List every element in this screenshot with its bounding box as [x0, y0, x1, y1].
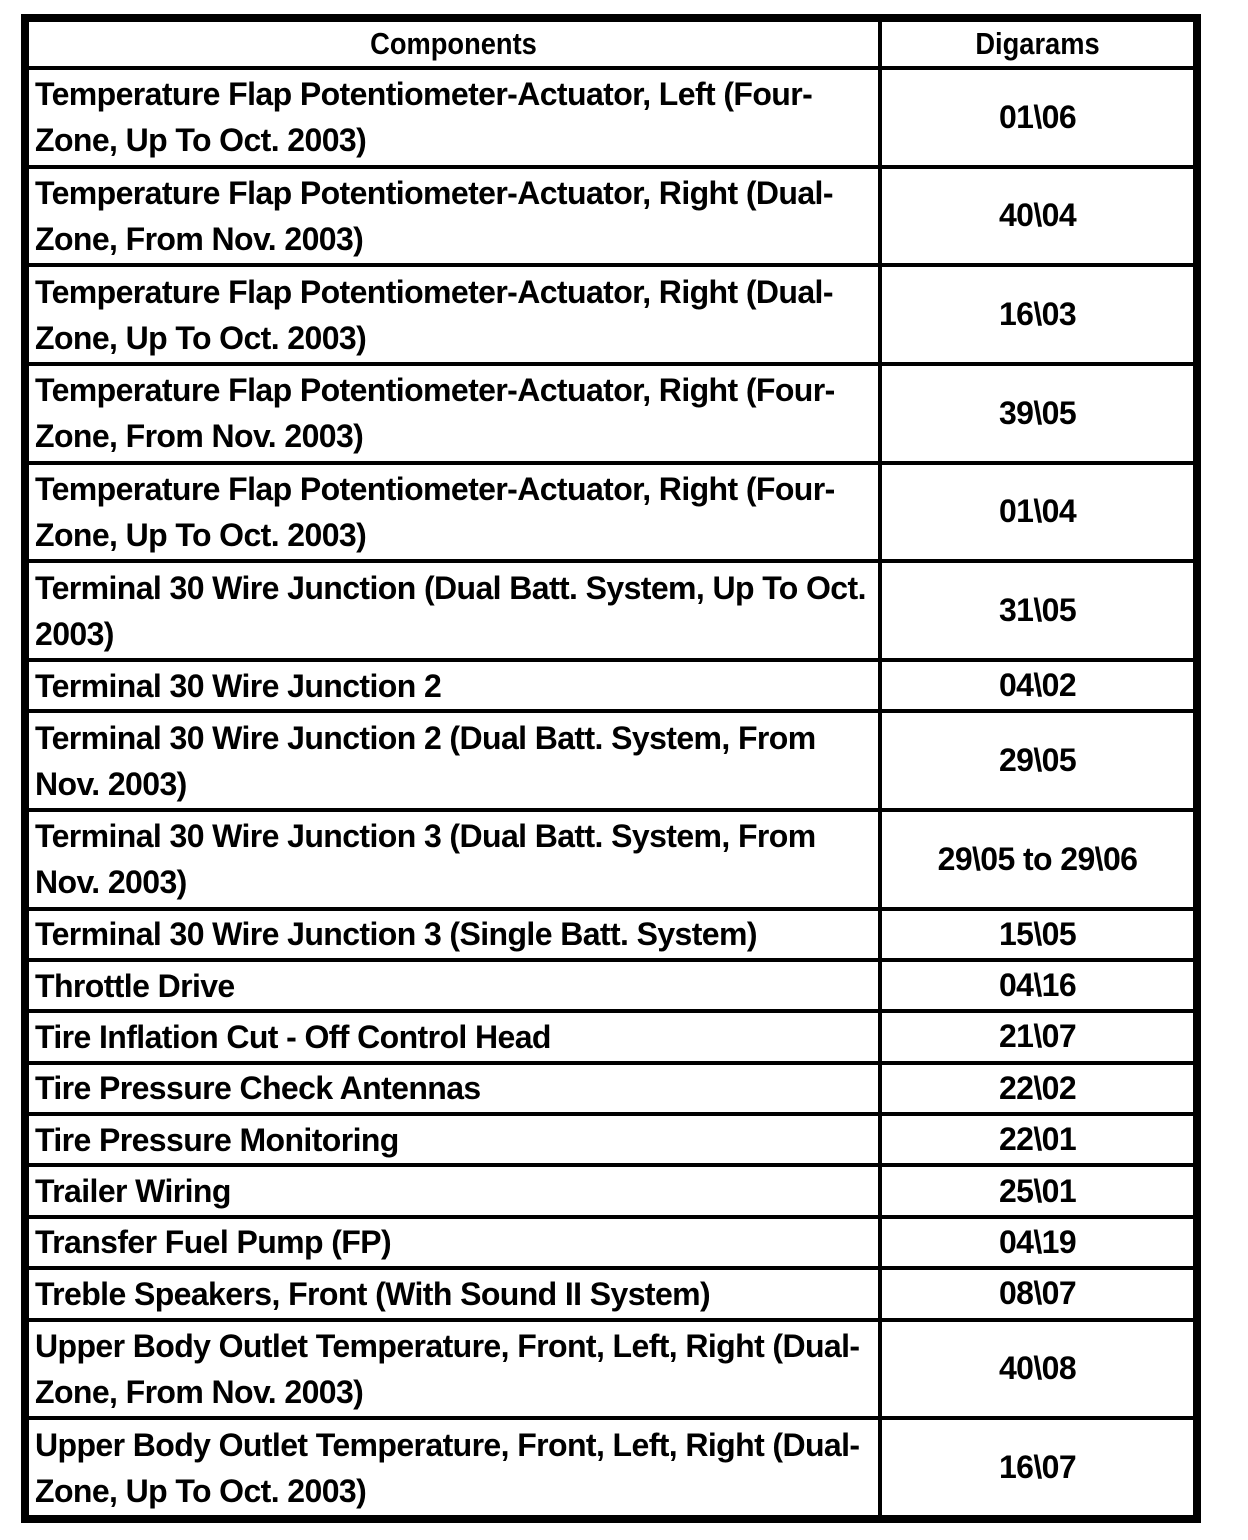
component-cell: Temperature Flap Potentiometer-Actuator, Right (Four-Zone, Up To Oct. 2003)	[27, 463, 880, 562]
component-cell: Terminal 30 Wire Junction 3 (Dual Batt. System, From Nov. 2003)	[27, 810, 880, 909]
diagram-cell: 25\01	[880, 1165, 1195, 1216]
table-row	[27, 711, 1195, 810]
header-components: Components	[78, 20, 829, 68]
diagram-cell: 21\07	[880, 1011, 1195, 1062]
component-cell: Temperature Flap Potentiometer-Actuator, Left (Four-Zone, Up To Oct. 2003)	[27, 68, 880, 167]
component-cell: Terminal 30 Wire Junction 2	[27, 660, 880, 711]
table-row	[27, 561, 1195, 660]
table-row	[27, 960, 1195, 1011]
component-cell: Tire Pressure Monitoring	[27, 1114, 880, 1165]
component-cell: Temperature Flap Potentiometer-Actuator, Right (Dual-Zone, Up To Oct. 2003)	[27, 265, 880, 364]
diagram-cell: 16\07	[880, 1418, 1195, 1517]
component-cell: Treble Speakers, Front (With Sound II System)	[27, 1268, 880, 1319]
component-cell: Terminal 30 Wire Junction (Dual Batt. System, Up To Oct. 2003)	[27, 561, 880, 660]
component-cell: Tire Pressure Check Antennas	[27, 1063, 880, 1114]
table-body	[27, 68, 1195, 1517]
component-cell: Tire Inflation Cut - Off Control Head	[27, 1011, 880, 1062]
table-row	[27, 1217, 1195, 1268]
table-row	[27, 167, 1195, 266]
component-cell: Temperature Flap Potentiometer-Actuator, Right (Dual-Zone, From Nov. 2003)	[27, 167, 880, 266]
table-row	[27, 1063, 1195, 1114]
table-row	[27, 1165, 1195, 1216]
diagram-cell: 15\05	[880, 909, 1195, 960]
table-row	[27, 1320, 1195, 1419]
table-row	[27, 265, 1195, 364]
component-cell: Upper Body Outlet Temperature, Front, Left, Right (Dual-Zone, Up To Oct. 2003)	[27, 1418, 880, 1517]
table-row	[27, 1114, 1195, 1165]
diagram-cell: 29\05 to 29\06	[880, 810, 1195, 909]
table-row	[27, 463, 1195, 562]
components-table	[25, 18, 1197, 1519]
table-row	[27, 1268, 1195, 1319]
table-row	[27, 909, 1195, 960]
table-row	[27, 810, 1195, 909]
diagram-cell: 22\02	[880, 1063, 1195, 1114]
header-row	[27, 20, 1195, 68]
table-row	[27, 660, 1195, 711]
diagram-cell: 16\03	[880, 265, 1195, 364]
component-cell: Temperature Flap Potentiometer-Actuator, Right (Four-Zone, From Nov. 2003)	[27, 364, 880, 463]
diagram-cell: 04\19	[880, 1217, 1195, 1268]
diagram-cell: 40\08	[880, 1320, 1195, 1419]
table-row	[27, 1418, 1195, 1517]
diagram-cell: 31\05	[880, 561, 1195, 660]
diagram-cell: 29\05	[880, 711, 1195, 810]
diagram-cell: 40\04	[880, 167, 1195, 266]
diagram-cell: 39\05	[880, 364, 1195, 463]
table-row	[27, 1011, 1195, 1062]
component-cell: Upper Body Outlet Temperature, Front, Left, Right (Dual-Zone, From Nov. 2003)	[27, 1320, 880, 1419]
component-cell: Transfer Fuel Pump (FP)	[27, 1217, 880, 1268]
table-row	[27, 364, 1195, 463]
component-cell: Terminal 30 Wire Junction 2 (Dual Batt. System, From Nov. 2003)	[27, 711, 880, 810]
diagram-cell: 04\16	[880, 960, 1195, 1011]
component-cell: Trailer Wiring	[27, 1165, 880, 1216]
diagram-cell: 04\02	[880, 660, 1195, 711]
table-row	[27, 68, 1195, 167]
header-diagrams: Digarams	[899, 20, 1176, 68]
components-table-container	[21, 14, 1201, 1523]
diagram-cell: 01\04	[880, 463, 1195, 562]
diagram-cell: 22\01	[880, 1114, 1195, 1165]
component-cell: Throttle Drive	[27, 960, 880, 1011]
diagram-cell: 01\06	[880, 68, 1195, 167]
diagram-cell: 08\07	[880, 1268, 1195, 1319]
component-cell: Terminal 30 Wire Junction 3 (Single Batt. System)	[27, 909, 880, 960]
